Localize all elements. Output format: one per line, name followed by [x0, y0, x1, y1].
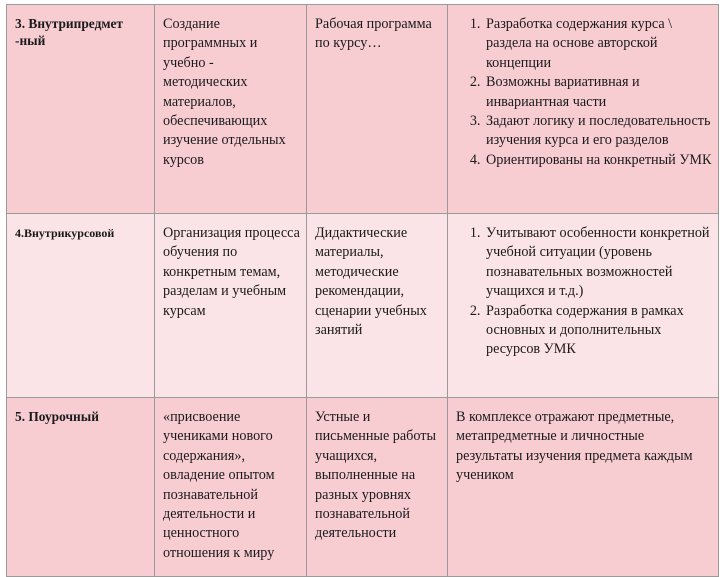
features-cell: [448, 5, 719, 214]
product-cell: Устные и письменные работы учащихся, выполненные на разных уровнях познавательной деятельности: [307, 398, 448, 577]
development-levels-table: [6, 4, 719, 577]
table-row: [7, 398, 719, 577]
list-item: 1. Разработка содержания курса \ раздела на основе авторской концепции: [484, 15, 712, 73]
product-cell: Дидактические материалы, методические рекомендации, сценарии учебных занятий: [307, 214, 448, 398]
level-cell: 4.Внутрикурсовой: [7, 214, 155, 398]
list-item: 1. Учитывают особенности конкретной учебной ситуации (уровень познавательных возможностей учащихся и т.д.): [484, 224, 712, 302]
goal-cell: Создание программных и учебно - методических материалов, обеспечивающих изучение отдельных курсов: [155, 5, 307, 214]
goal-cell: Организация процесса обучения по конкретным темам, разделам и учебным курсам: [155, 214, 307, 398]
features-list: [456, 15, 712, 170]
table-row: [7, 5, 719, 214]
product-cell: Рабочая программа по курсу…: [307, 5, 448, 214]
list-item: 4. Ориентированы на конкретный УМК: [484, 151, 712, 170]
table-row: [7, 214, 719, 398]
level-cell: 3. Внутрипредмет -ный: [7, 5, 155, 214]
list-item: 2. Возможны вариативная и инвариантная части: [484, 73, 712, 112]
level-cell: 5. Поурочный: [7, 398, 155, 577]
goal-cell: «присвоение учениками нового содержания», овладение опытом познавательной деятельности и ценностного отношения к миру: [155, 398, 307, 577]
summary-cell: В комплексе отражают предметные, метапредметные и личностные результаты изучения предмета каждым учеником: [448, 398, 719, 577]
list-item: 2. Разработка содержания в рамках основных и дополнительных ресурсов УМК: [484, 302, 712, 360]
list-item: 3. Задают логику и последовательность изучения курса и его разделов: [484, 112, 712, 151]
features-cell: [448, 214, 719, 398]
features-list: [456, 224, 712, 360]
